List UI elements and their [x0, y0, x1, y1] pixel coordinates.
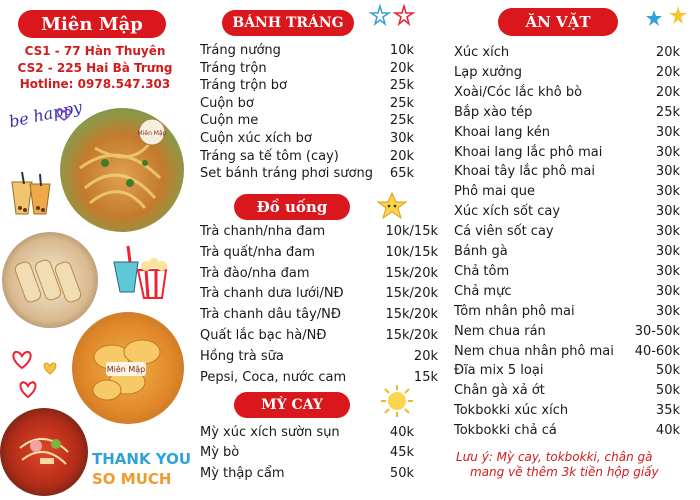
menu-item-price: 50k — [389, 465, 414, 481]
section-title-my-cay: MỲ CAY — [234, 392, 350, 418]
menu-item-name: Trà chanh dâu tây/NĐ — [200, 307, 341, 323]
stars-icon — [370, 4, 418, 32]
menu-item-name: Chả mực — [454, 283, 512, 299]
menu-item-name: Khoai tây lắc phô mai — [454, 164, 595, 180]
menu-item-price: 30k — [655, 303, 680, 319]
menu-item-price: 45k — [389, 445, 414, 461]
menu-item-price: 20k — [413, 348, 438, 364]
menu-item-price: 25k — [655, 104, 680, 120]
menu-item-price: 30k — [655, 263, 680, 279]
menu-item-name: Nem chua nhân phô mai — [454, 343, 614, 359]
takeaway-note — [456, 450, 696, 480]
be-happy-text: be happy — [7, 97, 84, 132]
menu-item-name: Khoai lang lắc phô mai — [454, 144, 603, 160]
note-line-1: Lưu ý: Mỳ cay, tokbokki, chân gà — [456, 450, 653, 464]
menu-item-price: 30k — [655, 204, 680, 220]
banh-trang-tron-photo — [60, 108, 184, 232]
menu-item-name: Mỳ xúc xích sườn sụn — [200, 425, 340, 440]
menu-item-price: 30k — [655, 144, 680, 160]
menu-item-name: Chả tôm — [454, 263, 510, 279]
so-much-text: SO MUCH — [92, 470, 172, 488]
menu-item-price: 35k — [655, 403, 680, 419]
menu-item-name: Trà chanh/nha đam — [200, 224, 326, 239]
thank-you-sticker — [90, 446, 192, 490]
menu-item-price: 10k/15k — [385, 224, 438, 239]
menu-item-name: Xúc xích sốt cay — [454, 204, 561, 220]
menu-item-price: 20k — [389, 60, 414, 76]
menu-item-price: 25k — [389, 113, 414, 129]
menu-item-name: Tokbokki chả cá — [454, 423, 557, 439]
menu-item-price: 30k — [655, 283, 680, 299]
menu-item-price: 30k — [655, 244, 680, 259]
menu-item-name: Quất lắc bạc hà/NĐ — [200, 328, 327, 343]
menu-item-price: 30k — [655, 164, 680, 180]
menu-item-price: 65k — [389, 166, 414, 182]
menu-item-name: Tráng sa tế tôm (cay) — [200, 148, 339, 164]
hearts-doodle — [8, 340, 68, 406]
menu-item-name: Tráng nướng — [200, 43, 281, 58]
menu-item-name: Cuộn me — [200, 113, 259, 129]
section-title-an-vat: ĂN VẶT — [498, 8, 618, 36]
menu-item-price: 30k — [655, 184, 680, 200]
menu-item-price: 50k — [655, 363, 680, 379]
menu-item-name: Chân gà xả ớt — [454, 383, 545, 399]
menu-item-name: Cuộn xúc xích bơ — [200, 131, 312, 146]
menu-item-price: 40k — [655, 423, 680, 439]
address-cs2: CS2 - 225 Hai Bà Trưng — [17, 61, 173, 75]
menu-item-name: Hồng trà sữa — [200, 348, 284, 364]
menu-item-name: Bắp xào tép — [454, 104, 533, 120]
menu-item-name: Mỳ thập cẩm — [200, 465, 285, 481]
menu-item-price: 30k — [389, 131, 414, 146]
sun-icon — [380, 384, 414, 418]
section-title-do-uong: Đồ uống — [234, 194, 350, 220]
bubble-tea-icon — [8, 170, 52, 218]
menu-item-price: 10k/15k — [385, 244, 438, 260]
menu-item-name: Tokbokki xúc xích — [454, 403, 569, 419]
menu-item-name: Cá viên sốt cay — [454, 224, 554, 240]
menu-item-name: Pepsi, Coca, nước cam — [200, 369, 347, 385]
thank-you-text: THANK YOU — [92, 450, 192, 468]
star-face-icon — [374, 192, 410, 220]
menu-item-price: 30-50k — [634, 323, 680, 339]
menu-item-name: Tráng trộn — [200, 60, 267, 76]
popcorn-drink-icon — [108, 240, 170, 302]
menu-item-price: 15k/20k — [385, 265, 438, 281]
photo-label-text: Miên Mập — [106, 365, 146, 374]
menu-item-name: Set bánh tráng phơi sương — [200, 166, 373, 182]
note-line-2: mang về thêm 3k tiền hộp giấy — [470, 465, 659, 479]
stars-icon-right — [642, 4, 692, 34]
menu-item-name: Mỳ bò — [200, 445, 240, 461]
menu-item-price: 15k — [413, 369, 438, 385]
menu-item-name: Đĩa mix 5 loại — [454, 363, 544, 379]
menu-item-name: Phô mai que — [454, 184, 536, 200]
menu-item-price: 40k — [389, 425, 414, 440]
brand-name-badge: Miên Mập — [18, 10, 166, 38]
menu-item-name: Trà đào/nha đam — [200, 265, 310, 281]
menu-item-name: Tráng trộn bơ — [200, 78, 287, 94]
address-cs1: CS1 - 77 Hàn Thuyên — [24, 44, 166, 58]
menu-item-name: Trà quất/nha đam — [200, 244, 315, 260]
ca-vien-photo — [72, 312, 184, 424]
photo-logo-text: Miên Mập — [137, 130, 167, 137]
menu-item-name: Xúc xích — [454, 45, 510, 60]
menu-item-name: Tôm nhân phô mai — [454, 303, 575, 319]
menu-item-price: 25k — [389, 95, 414, 111]
menu-item-name: Xoài/Cóc lắc khô bò — [454, 84, 583, 100]
menu-item-price: 30k — [655, 224, 680, 240]
hotline: Hotline: 0978.547.303 — [19, 77, 171, 91]
menu-item-price: 10k — [389, 43, 414, 58]
menu-item-name: Khoai lang kén — [454, 124, 550, 140]
menu-item-name: Trà chanh dưa lưới/NĐ — [200, 286, 344, 302]
section-title-banh-trang: BÁNH TRÁNG — [222, 10, 354, 36]
my-cay-photo — [0, 408, 88, 496]
menu-item-name: Nem chua rán — [454, 323, 546, 339]
menu-item-name: Cuộn bơ — [200, 95, 254, 111]
menu-item-price: 20k — [655, 84, 680, 100]
menu-item-name: Lạp xưởng — [454, 64, 522, 80]
menu-item-price: 25k — [389, 78, 414, 94]
menu-item-price: 50k — [655, 383, 680, 399]
menu-item-price: 40-60k — [634, 343, 680, 359]
menu-item-price: 15k/20k — [385, 286, 438, 302]
menu-item-price: 20k — [655, 64, 680, 80]
menu-item-price: 30k — [655, 124, 680, 140]
menu-item-price: 15k/20k — [385, 328, 438, 343]
menu-item-price: 20k — [389, 148, 414, 164]
menu-item-price: 15k/20k — [385, 307, 438, 323]
menu-item-price: 20k — [655, 45, 680, 60]
menu-item-name: Bánh gà — [454, 244, 508, 259]
